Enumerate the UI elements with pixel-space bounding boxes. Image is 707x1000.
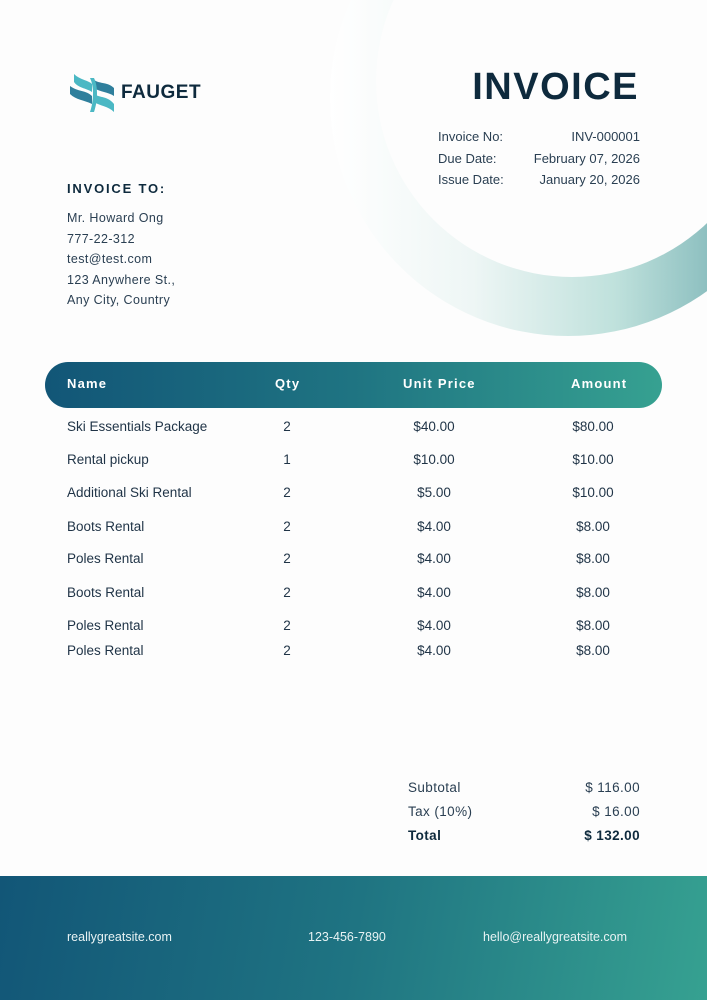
item-unit-price: $4.00 — [417, 551, 451, 566]
subtotal-label: Subtotal — [408, 780, 461, 795]
item-qty: 2 — [283, 485, 291, 500]
item-unit-price: $4.00 — [417, 618, 451, 633]
item-qty: 2 — [283, 618, 291, 633]
meta-label: Due Date: — [438, 150, 497, 166]
tax-value: $ 16.00 — [592, 804, 640, 819]
page-title: INVOICE — [472, 66, 639, 108]
invoice-meta — [438, 129, 640, 194]
total-value: $ 132.00 — [584, 828, 640, 843]
item-amount: $8.00 — [576, 643, 610, 658]
item-name: Additional Ski Rental — [67, 485, 192, 500]
column-header-unit-price: Unit Price — [403, 376, 476, 391]
footer-email-link[interactable]: hello@reallygreatsite.com — [483, 930, 628, 944]
meta-value: February 07, 2026 — [533, 150, 640, 166]
item-unit-price: $4.00 — [417, 585, 451, 600]
item-unit-price: $10.00 — [413, 452, 455, 467]
item-unit-price: $5.00 — [417, 485, 451, 500]
subtotal-value: $ 116.00 — [585, 780, 640, 795]
item-amount: $8.00 — [576, 551, 610, 566]
tax-row — [408, 804, 640, 828]
client-city: Any City, Country — [67, 293, 171, 307]
meta-due-date — [438, 151, 640, 173]
client-phone: 777-22-312 — [67, 231, 135, 246]
client-street: 123 Anywhere St., — [67, 272, 176, 287]
meta-label: Issue Date: — [438, 172, 504, 187]
footer-phone: 123-456-7890 — [308, 930, 386, 944]
item-qty: 2 — [283, 643, 291, 658]
item-name: Boots Rental — [67, 585, 145, 600]
brand-name: FAUGET — [121, 82, 202, 103]
footer — [0, 876, 707, 1000]
column-header-qty: Qty — [275, 376, 301, 391]
item-unit-price: $4.00 — [417, 519, 451, 534]
item-name: Boots Rental — [67, 519, 145, 534]
footer-website-link[interactable]: reallygreatsite.com — [67, 930, 172, 944]
item-amount: $80.00 — [572, 419, 614, 434]
totals-block — [408, 780, 640, 852]
item-name: Ski Essentials Package — [67, 419, 208, 434]
meta-label: Invoice No: — [438, 129, 504, 144]
item-amount: $10.00 — [572, 452, 614, 467]
table-header — [45, 362, 662, 408]
item-amount: $10.00 — [572, 485, 614, 500]
item-unit-price: $40.00 — [413, 419, 455, 434]
item-name: Poles Rental — [67, 618, 144, 633]
client-email: test@test.com — [67, 252, 153, 266]
item-qty: 1 — [283, 452, 291, 467]
item-unit-price: $4.00 — [417, 643, 451, 658]
item-qty: 2 — [283, 519, 291, 534]
total-row — [408, 828, 640, 852]
meta-issue-date — [438, 172, 640, 194]
item-name: Poles Rental — [67, 551, 144, 566]
column-header-name: Name — [67, 376, 108, 391]
column-header-amount: Amount — [571, 376, 628, 391]
meta-value: January 20, 2026 — [539, 172, 640, 187]
item-amount: $8.00 — [576, 618, 610, 633]
brand-logo — [70, 72, 201, 114]
item-name: Poles Rental — [67, 643, 144, 658]
meta-invoice-no — [438, 129, 640, 151]
bill-to-heading: INVOICE TO: — [67, 181, 167, 196]
item-qty: 2 — [283, 585, 291, 600]
flag-waves-logo-icon — [70, 72, 116, 114]
item-amount: $8.00 — [576, 585, 610, 600]
item-amount: $8.00 — [576, 519, 610, 534]
meta-value: INV-000001 — [571, 129, 640, 144]
client-name: Mr. Howard Ong — [67, 211, 164, 225]
subtotal-row — [408, 780, 640, 804]
item-qty: 2 — [283, 551, 291, 566]
tax-label: Tax (10%) — [408, 804, 473, 819]
item-name: Rental pickup — [67, 452, 149, 467]
bill-to-address — [67, 208, 175, 311]
total-label: Total — [408, 828, 442, 843]
item-qty: 2 — [283, 419, 291, 434]
